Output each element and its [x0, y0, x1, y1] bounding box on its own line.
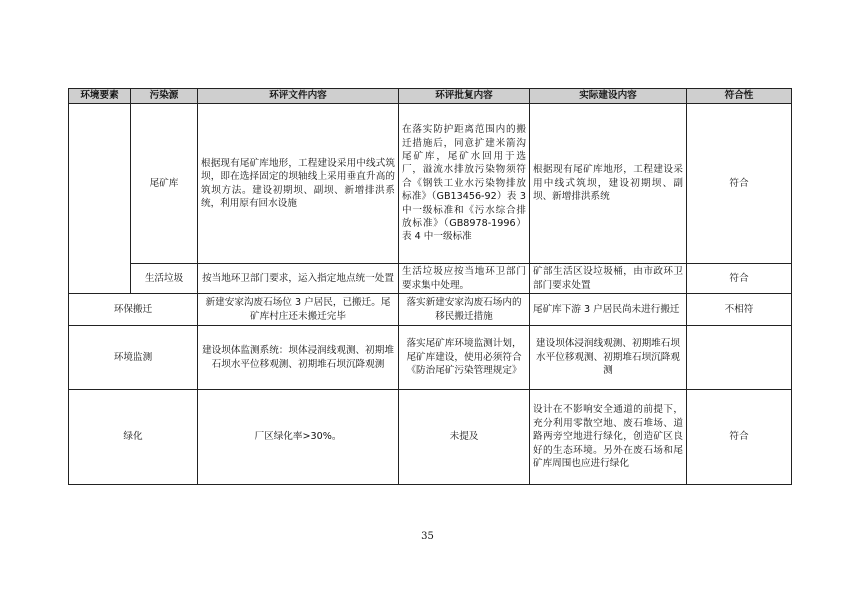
approval-content-cell: 生活垃圾应按当地环卫部门要求集中处理。: [399, 264, 530, 294]
actual-content-cell: 尾矿库下游 3 户居民尚未进行搬迁: [530, 294, 687, 326]
env-element-cell: 环境监测: [69, 326, 198, 390]
pollution-source-cell: 生活垃圾: [131, 264, 198, 294]
eia-content-cell: 新建安家沟废石场位 3 户居民，已搬迁。尾矿库村庄还未搬迁完毕: [198, 294, 399, 326]
approval-content-cell: 未提及: [399, 390, 530, 485]
header-env-element: 环境要素: [69, 89, 131, 104]
actual-content-cell: 矿部生活区设垃圾桶，由市政环卫部门要求处置: [530, 264, 687, 294]
table-row: [69, 326, 792, 390]
eia-content-cell: 厂区绿化率>30%。: [198, 390, 399, 485]
compliance-cell: 符合: [687, 264, 792, 294]
header-eia-content: 环评文件内容: [198, 89, 399, 104]
table-row: [69, 390, 792, 485]
header-approval-content: 环评批复内容: [399, 89, 530, 104]
actual-content-cell: 建设坝体浸润线观测、初期堆石坝水平位移观测、初期堆石坝沉降观测: [530, 326, 687, 390]
header-actual-content: 实际建设内容: [530, 89, 687, 104]
pollution-source-cell: 尾矿库: [131, 104, 198, 264]
eia-content-cell: 按当地环卫部门要求，运入指定地点统一处置: [198, 264, 399, 294]
actual-content-cell: 根据现有尾矿库地形，工程建设采用中线式筑坝，建设初期坝、副坝、新增排洪系统: [530, 104, 687, 264]
compliance-cell: 不相符: [687, 294, 792, 326]
table-row: [69, 264, 792, 294]
eia-content-cell: 建设坝体监测系统：坝体浸润线观测、初期堆石坝水平位移观测、初期堆石坝沉降观测: [198, 326, 399, 390]
approval-content-cell: 落实尾矿库环境监测计划，尾矿库建设，使用必须符合《防治尾矿污染管理规定》: [399, 326, 530, 390]
compliance-cell: [687, 326, 792, 390]
compliance-cell: 符合: [687, 390, 792, 485]
table-row: [69, 104, 792, 264]
actual-content-cell: 设计在不影响安全通道的前提下，充分利用零散空地、废石堆场、道路两旁空地进行绿化，创造矿区良好的生态环境。另外在废石场和尾矿库周围也应进行绿化: [530, 390, 687, 485]
eia-content-cell: 根据现有尾矿库地形，工程建设采用中线式筑坝，即在选择固定的坝轴线上采用垂直升高的筑坝方法。建设初期坝、副坝、新增排洪系统，利用原有回水设施: [198, 104, 399, 264]
header-compliance: 符合性: [687, 89, 792, 104]
table-header-row: [69, 89, 792, 104]
compliance-cell: 符合: [687, 104, 792, 264]
env-element-cell-empty: [69, 104, 131, 294]
approval-content-cell: 在落实防护距离范围内的搬迁措施后，同意扩建米箭沟尾矿库，尾矿水回用于选厂，溢流水排放污染物须符合《钢铁工业水污染物排放标准》（GB13456-92）表 3 中一级标准和《污水综合排放标准》（GB8978-1996）表 4 中一级标准: [399, 104, 530, 264]
compliance-table: [68, 88, 792, 485]
approval-content-cell: 落实新建安家沟废石场内的移民搬迁措施: [399, 294, 530, 326]
env-element-cell: 环保搬迁: [69, 294, 198, 326]
table-row: [69, 294, 792, 326]
page-number: 35: [421, 531, 434, 542]
header-pollution-source: 污染源: [131, 89, 198, 104]
env-element-cell: 绿化: [69, 390, 198, 485]
